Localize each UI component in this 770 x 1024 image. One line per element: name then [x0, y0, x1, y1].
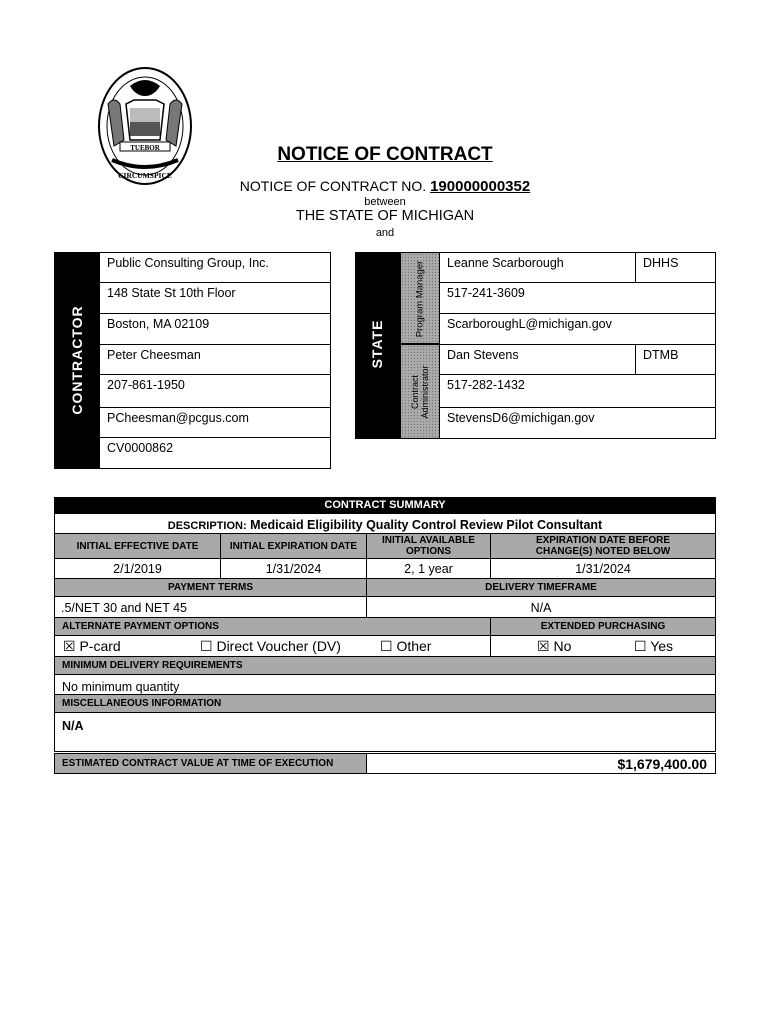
alternate-payment-options	[54, 635, 491, 657]
contractor-phone: 207-861-1950	[99, 374, 331, 408]
direct-voucher-checkbox[interactable]: ☐	[200, 638, 213, 654]
contractor-email: PCheesman@pcgus.com	[99, 407, 331, 438]
ca-phone: 517-282-1432	[439, 374, 716, 408]
contract-summary-title: CONTRACT SUMMARY	[54, 497, 716, 513]
delivery-timeframe: N/A	[366, 596, 716, 618]
header-initial-available-options: INITIAL AVAILABLE OPTIONS	[366, 533, 491, 559]
pcard-label: P-card	[79, 638, 121, 654]
no-label: No	[553, 638, 572, 654]
direct-voucher-option[interactable]	[200, 638, 341, 655]
description-row	[54, 513, 716, 534]
other-label: Other	[396, 638, 432, 654]
min-delivery-label: MINIMUM DELIVERY REQUIREMENTS	[54, 656, 716, 675]
header-initial-expiration-date: INITIAL EXPIRATION DATE	[220, 533, 367, 559]
initial-effective-date: 2/1/2019	[54, 558, 221, 579]
initial-expiration-date: 1/31/2024	[220, 558, 367, 579]
page-title: NOTICE OF CONTRACT	[277, 144, 493, 165]
michigan-state-seal	[96, 64, 194, 188]
initial-available-options: 2, 1 year	[366, 558, 491, 579]
header-initial-effective-date: INITIAL EFFECTIVE DATE	[54, 533, 221, 559]
contract-number: 190000000352	[430, 178, 531, 195]
ca-agency: DTMB	[635, 344, 716, 375]
extended-purchasing-label: EXTENDED PURCHASING	[490, 617, 716, 636]
and-text: and	[375, 227, 395, 239]
contract-number-label: NOTICE OF CONTRACT NO.	[239, 178, 427, 194]
program-manager-label: Program Manager	[414, 260, 426, 338]
pcard-option[interactable]	[63, 638, 121, 655]
contractor-vendor-id: CV0000862	[99, 437, 331, 469]
yes-label: Yes	[650, 638, 674, 654]
ca-email: StevensD6@michigan.gov	[439, 407, 716, 439]
state-side-bar	[355, 252, 400, 439]
contractor-side-bar	[54, 252, 100, 469]
pm-email: ScarboroughL@michigan.gov	[439, 313, 716, 345]
payment-terms: .5/NET 30 and NET 45	[54, 596, 367, 618]
pm-name: Leanne Scarborough	[439, 252, 636, 283]
pm-phone: 517-241-3609	[439, 282, 716, 314]
svg-text:CIRCUMSPICE: CIRCUMSPICE	[118, 171, 172, 180]
pm-agency: DHHS	[635, 252, 716, 283]
svg-text:TUEBOR: TUEBOR	[130, 144, 160, 152]
yes-checkbox[interactable]: ☐	[634, 638, 647, 654]
delivery-timeframe-label: DELIVERY TIMEFRAME	[366, 578, 716, 597]
contract-number-line	[0, 178, 770, 195]
contractor-contact-name: Peter Cheesman	[99, 344, 331, 375]
no-option[interactable]	[537, 638, 571, 655]
other-option[interactable]	[380, 638, 431, 655]
pcard-checkbox[interactable]: ☒	[63, 638, 76, 654]
min-delivery: No minimum quantity	[54, 674, 716, 695]
state-party: THE STATE OF MICHIGAN	[295, 208, 475, 224]
expiration-before-change: 1/31/2024	[490, 558, 716, 579]
contractor-city: Boston, MA 02109	[99, 313, 331, 345]
misc-info-label: MISCELLANEOUS INFORMATION	[54, 694, 716, 713]
contract-admin-label: Contract Administrator	[410, 365, 430, 419]
misc-info: N/A	[54, 712, 716, 752]
between-text: between	[364, 196, 406, 208]
direct-voucher-label: Direct Voucher (DV)	[216, 638, 341, 654]
payment-terms-label: PAYMENT TERMS	[54, 578, 367, 597]
alternate-payment-label: ALTERNATE PAYMENT OPTIONS	[54, 617, 491, 636]
contractor-address: 148 State St 10th Floor	[99, 282, 331, 314]
other-checkbox[interactable]: ☐	[380, 638, 393, 654]
extended-purchasing-options	[490, 635, 716, 657]
description-label: DESCRIPTION:	[167, 520, 247, 532]
est-value: $1,679,400.00	[366, 753, 716, 774]
program-manager-bar	[400, 252, 440, 344]
description-value: Medicaid Eligibility Quality Control Review Pilot Consultant	[250, 518, 603, 532]
est-value-label: ESTIMATED CONTRACT VALUE AT TIME OF EXECUTION	[54, 753, 367, 774]
header-expiration-before-change: EXPIRATION DATE BEFORE CHANGE(S) NOTED BELOW	[490, 533, 716, 559]
ca-name: Dan Stevens	[439, 344, 636, 375]
contractor-label: CONTRACTOR	[69, 305, 85, 415]
yes-option[interactable]	[634, 638, 673, 655]
state-label: STATE	[369, 319, 385, 369]
contract-admin-bar	[400, 344, 440, 439]
no-checkbox[interactable]: ☒	[537, 638, 550, 654]
contractor-company: Public Consulting Group, Inc.	[99, 252, 331, 283]
